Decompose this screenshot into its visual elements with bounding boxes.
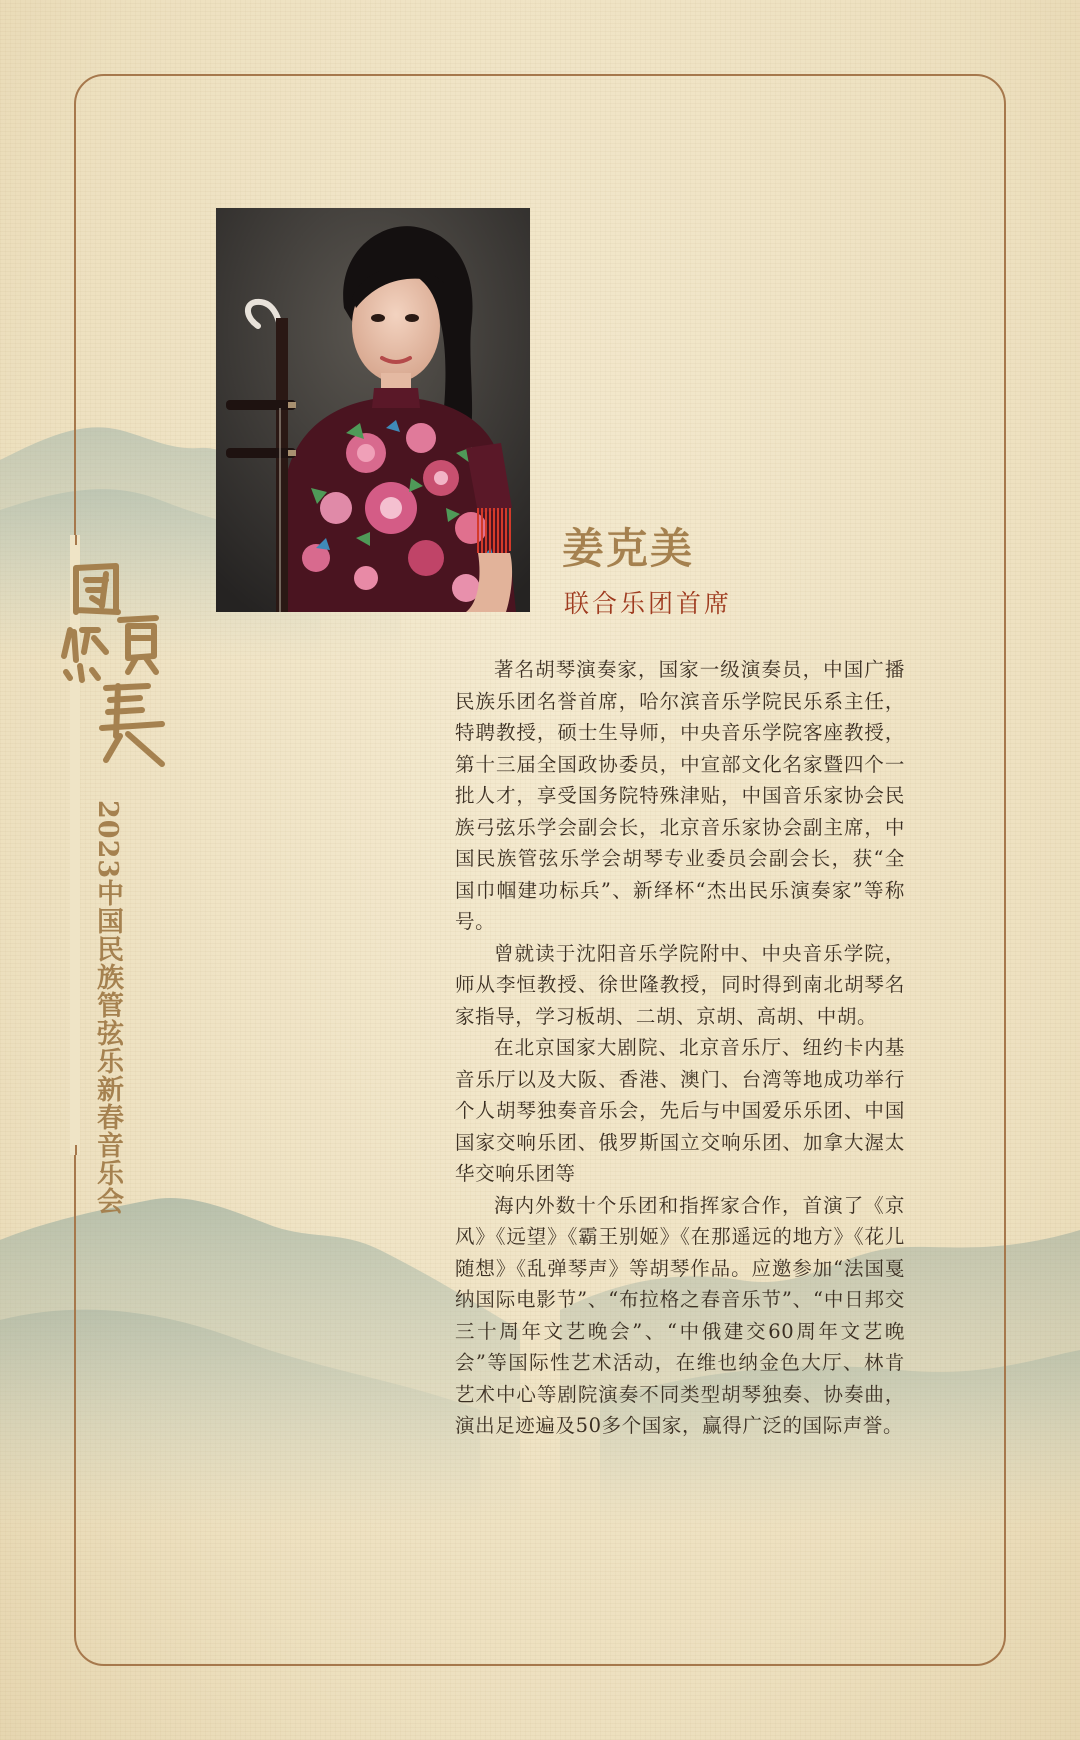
performer-name: 姜克美 bbox=[562, 524, 695, 573]
performer-photo bbox=[216, 208, 530, 612]
frame-tick-top bbox=[75, 535, 77, 545]
performer-biography bbox=[455, 654, 905, 1442]
bio-paragraph: 在北京国家大剧院、北京音乐厅、纽约卡内基音乐厅以及大阪、香港、澳门、台湾等地成功举行个人胡琴独奏音乐会，先后与中国爱乐乐团、中国国家交响乐团、俄罗斯国立交响乐团、加拿大渥太华交响乐团等 bbox=[455, 1036, 905, 1185]
bio-paragraph: 海内外数十个乐团和指挥家合作，首演了《京风》《远望》《霸王别姬》《在那遥远的地方》《花儿随想》《乱弹琴声》等胡琴作品。应邀参加“法国戛纳国际电影节”、“布拉格之春音乐节”、“中日邦交三十周年文艺晚会”、“中俄建交60周年文艺晚会”等国际性艺术活动，在维也纳金色大厅、林肯艺术中心等剧院演奏不同类型胡琴独奏、协奏曲，演出足迹遍及50多个国家，赢得广泛的国际声誉。 bbox=[455, 1193, 905, 1437]
bio-paragraph: 曾就读于沈阳音乐学院附中、中央音乐学院，师从李恒教授、徐世隆教授，同时得到南北胡琴名家指导，学习板胡、二胡、京胡、高胡、中胡。 bbox=[455, 941, 905, 1028]
bio-paragraph: 著名胡琴演奏家，国家一级演奏员，中国广播民族乐团名誉首席，哈尔滨音乐学院民乐系主任，特聘教授，硕士生导师，中央音乐学院客座教授，第十三届全国政协委员，中宣部文化名家暨四个一批人才，享受国务院特殊津贴，中国音乐家协会民族弓弦乐学会副会长，北京音乐家协会副主席，中国民族管弦乐学会胡琴专业委员会副会长，获“全国巾帼建功标兵”、新绎杯“杰出民乐演奏家”等称号。 bbox=[455, 658, 905, 933]
performer-role: 联合乐团首席 bbox=[564, 589, 733, 618]
guoyun-youchang-calligraphy-logo-icon bbox=[58, 560, 168, 780]
frame-tick-bottom bbox=[75, 1145, 77, 1155]
erhu-performer-portrait-icon bbox=[216, 208, 530, 612]
vertical-concert-title: 2023中国民族管弦乐新春音乐会 bbox=[92, 800, 123, 1216]
